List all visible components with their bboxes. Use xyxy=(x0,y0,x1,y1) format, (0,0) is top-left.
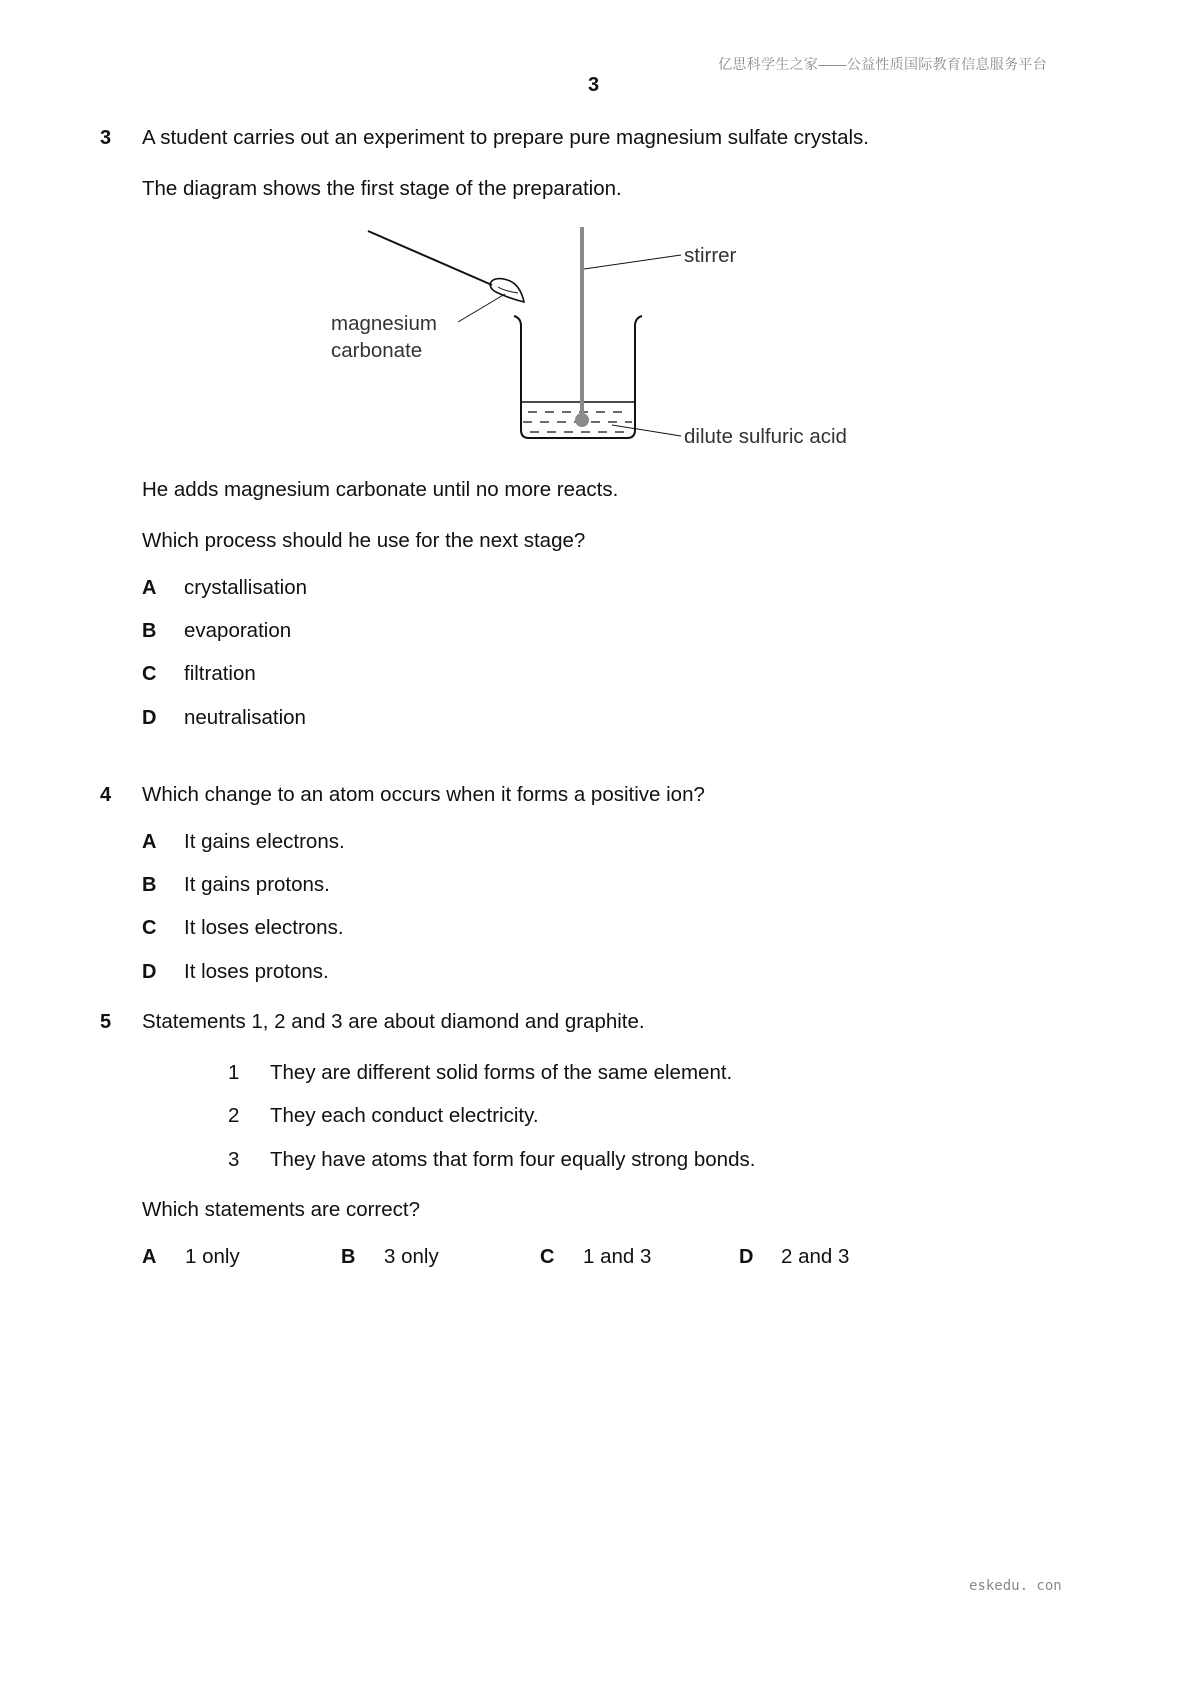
q3-option-b-text: evaporation xyxy=(184,619,292,642)
q3-intro: The diagram shows the first stage of the preparation. xyxy=(142,177,622,200)
q3-option-a-text: crystallisation xyxy=(184,576,308,599)
q5-statement-2-number: 2 xyxy=(228,1104,240,1127)
leader-magnesium-carbonate xyxy=(458,294,505,322)
q5-statement-1-text: They are different solid forms of the same element. xyxy=(270,1061,733,1084)
q4-option-c-letter: C xyxy=(142,917,157,939)
q3-option-c-letter: C xyxy=(142,663,157,685)
q4-option-a-text: It gains electrons. xyxy=(184,830,345,853)
magnesium-carbonate-powder xyxy=(498,287,518,293)
label-carbonate: carbonate xyxy=(331,339,423,362)
q4-option-c-text: It loses electrons. xyxy=(184,916,344,939)
label-stirrer: stirrer xyxy=(684,244,737,267)
label-dilute-sulfuric-acid: dilute sulfuric acid xyxy=(684,425,847,448)
q3-option-a-letter: A xyxy=(142,577,157,599)
q3-option-d-text: neutralisation xyxy=(184,706,306,729)
q5-statement-3-number: 3 xyxy=(228,1148,240,1171)
stirrer-bulb xyxy=(575,413,589,427)
q5-statement-2-text: They each conduct electricity. xyxy=(270,1104,539,1127)
q5-option-a-letter: A xyxy=(142,1246,157,1268)
leader-acid xyxy=(612,425,681,436)
q3-stem: A student carries out an experiment to prepare pure magnesium sulfate crystals. xyxy=(142,126,869,149)
q4-option-a-letter: A xyxy=(142,831,157,853)
q5-option-c-text: 1 and 3 xyxy=(583,1245,652,1268)
q4-option-b-letter: B xyxy=(142,874,157,896)
q5-option-c-letter: C xyxy=(540,1246,555,1268)
q5-option-d-text: 2 and 3 xyxy=(781,1245,850,1268)
q5-option-b-letter: B xyxy=(341,1246,356,1268)
q5-option-b-text: 3 only xyxy=(384,1245,439,1268)
q5-number: 5 xyxy=(100,1011,112,1033)
q3-option-c-text: filtration xyxy=(184,662,256,685)
q3-option-d-letter: D xyxy=(142,707,157,729)
spatula-handle xyxy=(368,231,492,285)
q3-option-b-letter: B xyxy=(142,620,157,642)
q4-option-d-letter: D xyxy=(142,961,157,983)
q3-diagram xyxy=(0,0,1190,480)
q3-line2: He adds magnesium carbonate until no more reacts. xyxy=(142,478,619,501)
q5-stem: Statements 1, 2 and 3 are about diamond and graphite. xyxy=(142,1010,645,1033)
q3-number: 3 xyxy=(100,127,112,149)
leader-stirrer xyxy=(584,255,681,269)
label-magnesium: magnesium xyxy=(331,312,437,335)
footer-watermark: eskedu. con xyxy=(969,1578,1062,1594)
q5-statement-3-text: They have atoms that form four equally strong bonds. xyxy=(270,1148,756,1171)
q4-stem: Which change to an atom occurs when it forms a positive ion? xyxy=(142,783,705,806)
q5-question: Which statements are correct? xyxy=(142,1198,420,1221)
q4-option-b-text: It gains protons. xyxy=(184,873,330,896)
q5-option-a-text: 1 only xyxy=(185,1245,240,1268)
q5-option-d-letter: D xyxy=(739,1246,754,1268)
page-number: 3 xyxy=(588,74,600,96)
header-watermark: 亿思科学生之家——公益性质国际教育信息服务平台 xyxy=(718,56,1047,72)
q5-statement-1-number: 1 xyxy=(228,1061,240,1084)
q4-number: 4 xyxy=(100,784,112,806)
q3-question: Which process should he use for the next stage? xyxy=(142,529,586,552)
q4-option-d-text: It loses protons. xyxy=(184,960,329,983)
